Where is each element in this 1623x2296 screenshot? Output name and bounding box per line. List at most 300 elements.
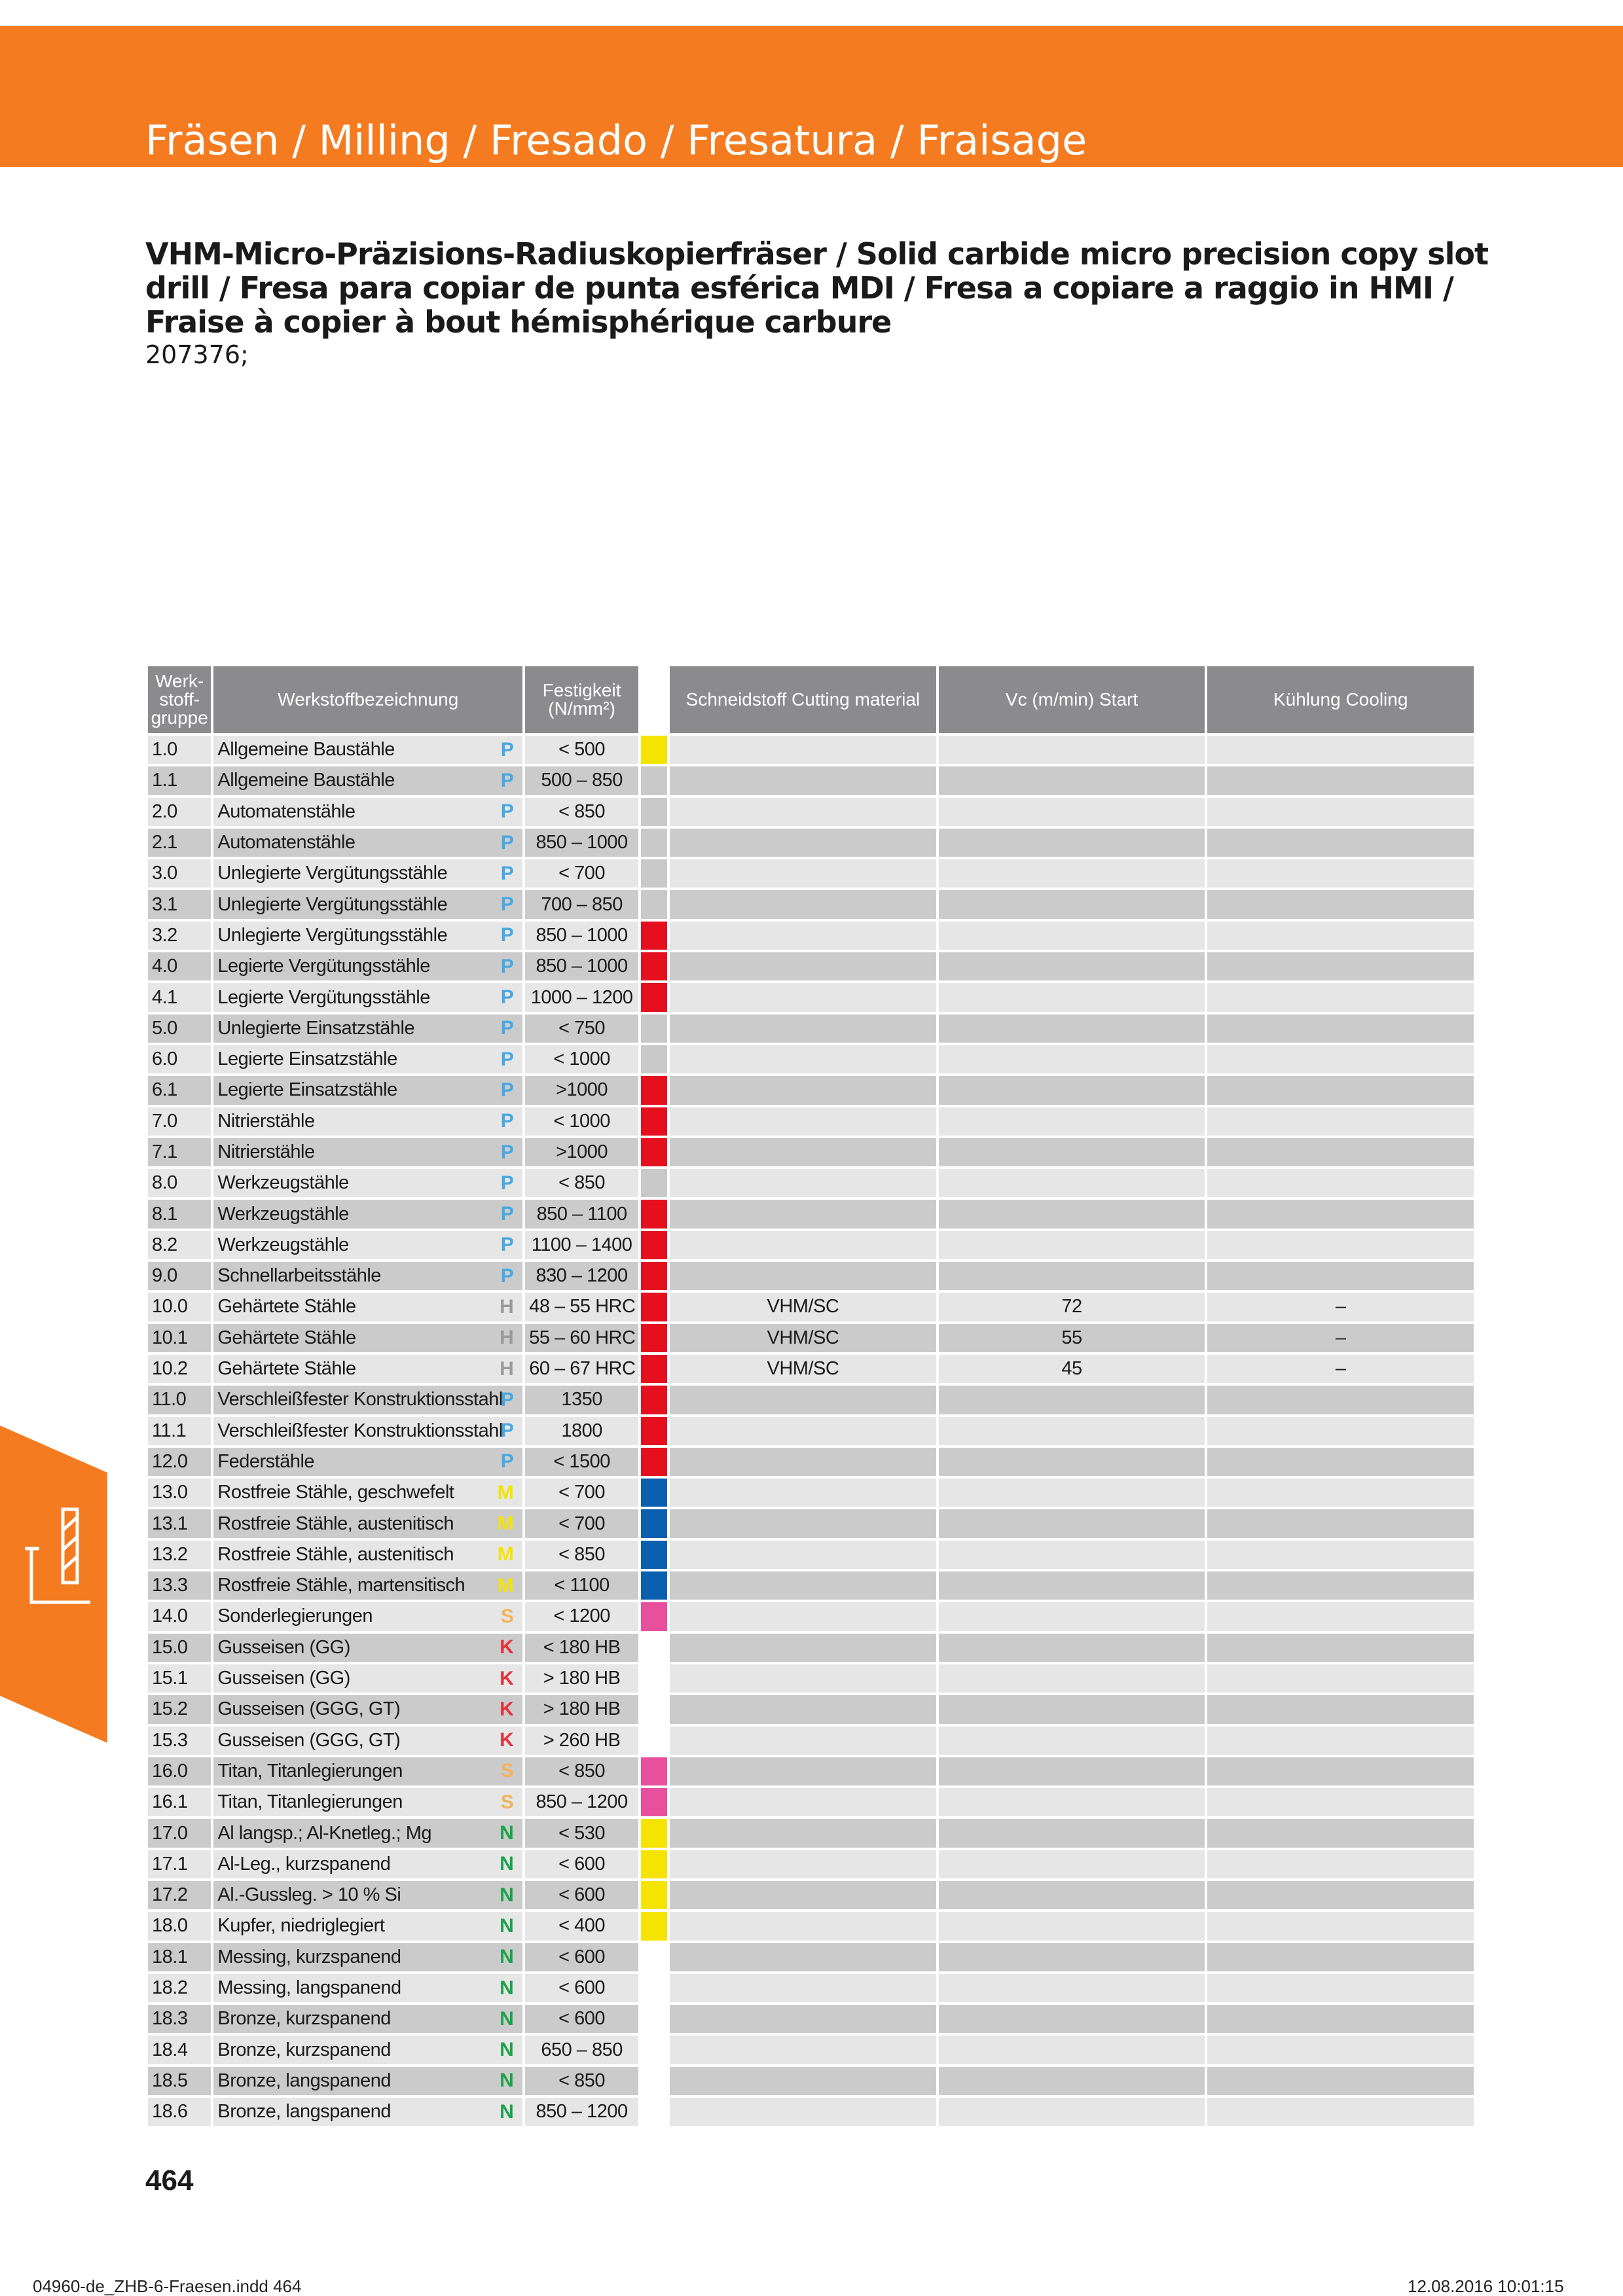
cutting-material-cell [670, 1664, 936, 1693]
cooling-cell [1207, 1169, 1474, 1197]
iso-class-badge: P [500, 924, 514, 946]
table-row [148, 1138, 1474, 1166]
vc-cell [939, 1509, 1205, 1537]
strength-cell: < 1000 [525, 1107, 638, 1136]
material-name: Sonderlegierungen [217, 1605, 373, 1627]
iso-class-badge: S [500, 1605, 514, 1627]
footer-timestamp: 12.08.2016 10:01:15 [1408, 2276, 1564, 2296]
material-group-cell: 18.2 [148, 1974, 211, 2002]
cooling-cell [1207, 736, 1474, 764]
material-name-cell [213, 2005, 522, 2033]
material-name-cell [213, 1386, 522, 1414]
suitability-swatch [641, 1912, 667, 1940]
material-group-cell: 1.0 [148, 736, 211, 764]
strength-cell: < 1000 [525, 1045, 638, 1073]
suitability-swatch [641, 1634, 667, 1662]
suitability-swatch [641, 1200, 667, 1228]
cutting-material-cell [670, 1695, 936, 1723]
cutting-material-cell [670, 766, 936, 795]
material-name-cell [213, 952, 522, 980]
material-group-cell: 15.1 [148, 1664, 211, 1693]
material-group-cell: 10.2 [148, 1355, 211, 1383]
material-group-cell: 2.0 [148, 798, 211, 826]
iso-class-badge: P [500, 1420, 514, 1442]
cutting-material-cell [670, 1788, 936, 1816]
cooling-cell: – [1207, 1355, 1474, 1383]
cutting-material-cell [670, 1138, 936, 1166]
material-name-cell [213, 1138, 522, 1166]
vc-cell [939, 1727, 1205, 1755]
material-name-cell [213, 1634, 522, 1662]
vc-cell [939, 1788, 1205, 1816]
material-name: Bronze, langspanend [217, 2101, 391, 2123]
material-group-cell: 18.6 [148, 2098, 211, 2126]
material-group-cell: 8.2 [148, 1231, 211, 1259]
material-group-cell: 18.3 [148, 2005, 211, 2033]
suitability-swatch [641, 922, 667, 950]
cooling-cell [1207, 1727, 1474, 1755]
strength-cell: 830 – 1200 [525, 1262, 638, 1290]
cooling-cell [1207, 1819, 1474, 1847]
cutting-material-cell [670, 1974, 936, 2002]
material-group-cell: 5.0 [148, 1014, 211, 1043]
suitability-swatch [641, 859, 667, 888]
cooling-cell [1207, 1788, 1474, 1816]
material-name-cell [213, 1602, 522, 1630]
vc-cell [939, 1571, 1205, 1600]
suitability-swatch [641, 1757, 667, 1785]
vc-cell [939, 829, 1205, 857]
material-group-cell: 10.0 [148, 1293, 211, 1321]
section-title: Fräsen / Milling / Fresado / Fresatura / Fraisage [145, 117, 1087, 164]
vc-cell [939, 1169, 1205, 1197]
material-group-cell: 13.0 [148, 1479, 211, 1507]
material-group-cell: 18.4 [148, 2036, 211, 2064]
table-row [148, 1881, 1474, 1909]
table-row [148, 1417, 1474, 1445]
material-name: Automatenstähle [217, 832, 356, 853]
table-row [148, 1479, 1474, 1507]
table-row [148, 952, 1474, 980]
material-name: Automatenstähle [217, 800, 356, 822]
cooling-cell [1207, 1231, 1474, 1259]
cutting-material-cell [670, 1479, 936, 1507]
strength-cell: < 850 [525, 2067, 638, 2095]
vc-cell [939, 798, 1205, 826]
cutting-material-cell [670, 1757, 936, 1785]
material-name: Legierte Einsatzstähle [217, 1049, 397, 1070]
header-cooling: Kühlung Cooling [1207, 666, 1474, 733]
material-name-cell [213, 1912, 522, 1940]
material-name: Gusseisen (GGG, GT) [217, 1729, 401, 1751]
cutting-material-cell [670, 798, 936, 826]
material-name-cell [213, 1479, 522, 1507]
iso-class-badge: N [500, 2070, 514, 2092]
vc-cell [939, 1664, 1205, 1693]
cutting-material-cell [670, 1634, 936, 1662]
cooling-cell [1207, 1448, 1474, 1476]
cooling-cell [1207, 1417, 1474, 1445]
cutting-material-cell [670, 1448, 936, 1476]
material-name: Gehärtete Stähle [217, 1327, 356, 1348]
suitability-swatch [641, 1138, 667, 1166]
end-mill-icon [22, 1504, 94, 1615]
material-group-cell: 14.0 [148, 1602, 211, 1630]
cooling-cell [1207, 2067, 1474, 2095]
cooling-cell [1207, 1076, 1474, 1104]
vc-cell [939, 1819, 1205, 1847]
cutting-material-cell [670, 1107, 936, 1136]
cooling-cell [1207, 1200, 1474, 1228]
iso-class-badge: P [500, 986, 514, 1009]
vc-cell: 72 [939, 1293, 1205, 1321]
cooling-cell [1207, 1943, 1474, 1971]
iso-class-badge: P [500, 769, 514, 791]
cutting-material-cell: VHM/SC [670, 1324, 936, 1352]
cooling-cell [1207, 1262, 1474, 1290]
cooling-cell [1207, 983, 1474, 1011]
material-group-cell: 8.1 [148, 1200, 211, 1228]
material-group-cell: 16.1 [148, 1788, 211, 1816]
material-name: Unlegierte Einsatzstähle [217, 1017, 415, 1039]
material-name: Rostfreie Stähle, geschwefelt [217, 1482, 454, 1503]
material-name: Kupfer, niedriglegiert [217, 1915, 385, 1937]
suitability-swatch [641, 1509, 667, 1537]
material-name-cell [213, 1417, 522, 1445]
cooling-cell [1207, 2036, 1474, 2064]
strength-cell: < 500 [525, 736, 638, 764]
table-row [148, 1571, 1474, 1600]
section-banner [0, 26, 1623, 167]
iso-class-badge: K [500, 1636, 514, 1659]
material-group-cell: 10.1 [148, 1324, 211, 1352]
suitability-swatch [641, 1045, 667, 1073]
strength-cell: < 600 [525, 2005, 638, 2033]
suitability-swatch [641, 736, 667, 764]
material-name: Al langsp.; Al-Knetleg.; Mg [217, 1822, 432, 1844]
cooling-cell [1207, 1602, 1474, 1630]
suitability-swatch [641, 1262, 667, 1290]
iso-class-badge: P [500, 955, 514, 977]
material-group-cell: 3.2 [148, 922, 211, 950]
suitability-swatch [641, 1107, 667, 1136]
cutting-material-cell [670, 1262, 936, 1290]
table-row [148, 1448, 1474, 1476]
material-name-cell [213, 766, 522, 795]
suitability-swatch [641, 2067, 667, 2095]
material-name: Messing, kurzspanend [217, 1946, 401, 1967]
material-group-cell: 7.0 [148, 1107, 211, 1136]
header-group: Werk-stoff-gruppe [148, 666, 211, 733]
page-number: 464 [145, 2164, 194, 2197]
cooling-cell [1207, 1107, 1474, 1136]
vc-cell [939, 1200, 1205, 1228]
material-group-cell: 15.2 [148, 1695, 211, 1723]
material-group-cell: 11.1 [148, 1417, 211, 1445]
strength-cell: 500 – 850 [525, 766, 638, 795]
material-name: Nitrierstähle [217, 1110, 315, 1132]
cutting-material-cell [670, 2098, 936, 2126]
vc-cell: 55 [939, 1324, 1205, 1352]
table-row [148, 798, 1474, 826]
table-row [148, 2005, 1474, 2033]
suitability-swatch [641, 1231, 667, 1259]
strength-cell: >1000 [525, 1138, 638, 1166]
cooling-cell [1207, 1881, 1474, 1909]
material-name-cell [213, 1664, 522, 1693]
strength-cell: 1800 [525, 1417, 638, 1445]
material-name-cell [213, 2067, 522, 2095]
vc-cell [939, 1045, 1205, 1073]
material-group-cell: 17.2 [148, 1881, 211, 1909]
material-group-cell: 9.0 [148, 1262, 211, 1290]
cooling-cell [1207, 798, 1474, 826]
table-row [148, 1045, 1474, 1073]
iso-class-badge: N [500, 2039, 514, 2061]
material-name-cell [213, 2098, 522, 2126]
material-group-cell: 18.5 [148, 2067, 211, 2095]
strength-cell: < 850 [525, 1541, 638, 1569]
material-name: Titan, Titanlegierungen [217, 1760, 403, 1782]
table-row [148, 1943, 1474, 1971]
material-group-cell: 4.1 [148, 983, 211, 1011]
cutting-material-cell [670, 1850, 936, 1878]
iso-class-badge: N [500, 2007, 514, 2030]
material-group-cell: 3.1 [148, 890, 211, 918]
table-row [148, 1231, 1474, 1259]
cutting-material-cell [670, 1727, 936, 1755]
cooling-cell [1207, 766, 1474, 795]
iso-class-badge: N [500, 1853, 514, 1875]
material-group-cell: 18.1 [148, 1943, 211, 1971]
strength-cell: > 180 HB [525, 1695, 638, 1723]
material-group-cell: 18.0 [148, 1912, 211, 1940]
vc-cell [939, 1231, 1205, 1259]
suitability-swatch [641, 766, 667, 795]
table-row [148, 922, 1474, 950]
strength-cell: 850 – 1000 [525, 952, 638, 980]
cutting-material-cell [670, 1602, 936, 1630]
cutting-material-cell [670, 829, 936, 857]
table-row [148, 983, 1474, 1011]
material-name-cell [213, 922, 522, 950]
material-group-cell: 3.0 [148, 859, 211, 888]
material-table [145, 664, 1476, 2128]
vc-cell [939, 1757, 1205, 1785]
vc-cell [939, 2005, 1205, 2033]
cutting-material-cell [670, 2005, 936, 2033]
vc-cell [939, 1695, 1205, 1723]
table-row [148, 829, 1474, 857]
iso-class-badge: M [497, 1481, 514, 1503]
strength-cell: < 600 [525, 1943, 638, 1971]
iso-class-badge: N [500, 1822, 514, 1844]
suitability-swatch [641, 1386, 667, 1414]
material-name: Verschleißfester Konstruktionsstahl [217, 1389, 503, 1410]
suitability-swatch [641, 1324, 667, 1352]
iso-class-badge: P [500, 862, 514, 884]
header-strength: Festigkeit (N/mm²) [525, 666, 638, 733]
cooling-cell [1207, 890, 1474, 918]
table-row [148, 1757, 1474, 1785]
product-code: 207376; [145, 340, 249, 369]
suitability-swatch [641, 1169, 667, 1197]
strength-cell: < 700 [525, 1509, 638, 1537]
material-group-cell: 6.1 [148, 1076, 211, 1104]
material-name: Allgemeine Baustähle [217, 739, 395, 761]
vc-cell [939, 1262, 1205, 1290]
table-row [148, 1324, 1474, 1352]
table-row [148, 1541, 1474, 1569]
strength-cell: > 180 HB [525, 1664, 638, 1693]
iso-class-badge: M [497, 1574, 514, 1596]
iso-class-badge: N [500, 1977, 514, 1999]
iso-class-badge: P [500, 1017, 514, 1039]
strength-cell: 850 – 1200 [525, 2098, 638, 2126]
table-row [148, 1509, 1474, 1537]
vc-cell [939, 1076, 1205, 1104]
material-name: Bronze, langspanend [217, 2070, 391, 2091]
suitability-swatch [641, 1076, 667, 1104]
side-chapter-tab[interactable] [0, 1426, 107, 1743]
suitability-swatch [641, 1293, 667, 1321]
cooling-cell [1207, 1386, 1474, 1414]
cutting-material-cell: VHM/SC [670, 1293, 936, 1321]
material-name: Schnellarbeitsstähle [217, 1265, 381, 1287]
table-row [148, 1386, 1474, 1414]
header-swatch [641, 666, 667, 733]
table-row [148, 1262, 1474, 1290]
strength-cell: 650 – 850 [525, 2036, 638, 2064]
suitability-swatch [641, 829, 667, 857]
material-name: Gehärtete Stähle [217, 1296, 356, 1318]
strength-cell: < 600 [525, 1974, 638, 2002]
table-row [148, 859, 1474, 888]
material-group-cell: 12.0 [148, 1448, 211, 1476]
cutting-material-cell [670, 736, 936, 764]
strength-cell: 48 – 55 HRC [525, 1293, 638, 1321]
suitability-swatch [641, 1479, 667, 1507]
table-row [148, 2098, 1474, 2126]
cooling-cell [1207, 1664, 1474, 1693]
vc-cell [939, 922, 1205, 950]
suitability-swatch [641, 890, 667, 918]
suitability-swatch [641, 1664, 667, 1693]
cooling-cell [1207, 1695, 1474, 1723]
cutting-material-cell [670, 859, 936, 888]
material-name-cell [213, 1819, 522, 1847]
strength-cell: 60 – 67 HRC [525, 1355, 638, 1383]
material-name-cell [213, 1355, 522, 1383]
table-row [148, 1293, 1474, 1321]
table-row [148, 1634, 1474, 1662]
vc-cell [939, 1138, 1205, 1166]
material-group-cell: 11.0 [148, 1386, 211, 1414]
iso-class-badge: H [500, 1357, 514, 1380]
material-group-cell: 17.1 [148, 1850, 211, 1878]
material-group-cell: 15.3 [148, 1727, 211, 1755]
cooling-cell [1207, 1509, 1474, 1537]
material-name: Unlegierte Vergütungsstähle [217, 924, 448, 946]
iso-class-badge: P [500, 831, 514, 853]
material-name: Al-Leg., kurzspanend [217, 1853, 391, 1874]
table-row [148, 1169, 1474, 1197]
header-cutting-material: Schneidstoff Cutting material [670, 666, 936, 733]
cutting-material-cell [670, 1386, 936, 1414]
material-name: Legierte Vergütungsstähle [217, 986, 430, 1008]
material-name: Rostfreie Stähle, martensitisch [217, 1575, 465, 1596]
suitability-swatch [641, 1819, 667, 1847]
material-name: Gusseisen (GGG, GT) [217, 1698, 401, 1720]
product-title: VHM-Micro-Präzisions-Radiuskopierfräser / Solid carbide micro precision copy slot drill / Fresa para copiar de punta esférica MDI / Fresa a copiare a raggio in HMI / Fraise à copier à bout hémisphérique carbure [145, 236, 1488, 340]
material-name: Messing, langspanend [217, 1977, 401, 1999]
iso-class-badge: M [497, 1513, 514, 1535]
table-row [148, 1200, 1474, 1228]
cooling-cell [1207, 1541, 1474, 1569]
table-row [148, 1850, 1474, 1878]
suitability-swatch [641, 1943, 667, 1971]
strength-cell: < 1200 [525, 1602, 638, 1630]
table-header-row [148, 666, 1474, 733]
table-row [148, 1974, 1474, 2002]
vc-cell [939, 1974, 1205, 2002]
suitability-swatch [641, 1850, 667, 1878]
material-name: Al.-Gussleg. > 10 % Si [217, 1884, 401, 1906]
table-row [148, 1727, 1474, 1755]
material-name-cell [213, 1045, 522, 1073]
iso-class-badge: P [500, 1203, 514, 1225]
table-row [148, 1819, 1474, 1847]
material-name-cell [213, 1943, 522, 1971]
material-name: Rostfreie Stähle, austenitisch [217, 1513, 454, 1534]
cooling-cell [1207, 2098, 1474, 2126]
vc-cell [939, 1912, 1205, 1940]
material-name: Federstähle [217, 1450, 315, 1472]
material-name: Unlegierte Vergütungsstähle [217, 863, 448, 884]
suitability-swatch [641, 1417, 667, 1445]
vc-cell [939, 1881, 1205, 1909]
material-name: Verschleißfester Konstruktionsstahl [217, 1420, 503, 1441]
material-name-cell [213, 983, 522, 1011]
material-name-cell [213, 1324, 522, 1352]
iso-class-badge: S [500, 1791, 514, 1813]
material-name-cell [213, 1571, 522, 1600]
suitability-swatch [641, 798, 667, 826]
material-name-cell [213, 2036, 522, 2064]
material-name: Werkzeugstähle [217, 1203, 349, 1225]
material-group-cell: 17.0 [148, 1819, 211, 1847]
vc-cell [939, 1386, 1205, 1414]
strength-cell: < 600 [525, 1850, 638, 1878]
iso-class-badge: K [500, 1667, 514, 1689]
vc-cell [939, 736, 1205, 764]
header-material-name: Werkstoffbezeichnung [213, 666, 522, 733]
cooling-cell [1207, 1138, 1474, 1166]
cooling-cell [1207, 859, 1474, 888]
strength-cell: 1350 [525, 1386, 638, 1414]
cutting-material-cell [670, 952, 936, 980]
iso-class-badge: P [500, 800, 514, 823]
table-row [148, 1107, 1474, 1136]
material-group-cell: 4.0 [148, 952, 211, 980]
vc-cell [939, 2036, 1205, 2064]
suitability-swatch [641, 1788, 667, 1816]
cooling-cell [1207, 1634, 1474, 1662]
cutting-material-cell [670, 1881, 936, 1909]
cutting-material-cell [670, 1943, 936, 1971]
material-name-cell [213, 1448, 522, 1476]
material-name: Legierte Einsatzstähle [217, 1079, 397, 1101]
